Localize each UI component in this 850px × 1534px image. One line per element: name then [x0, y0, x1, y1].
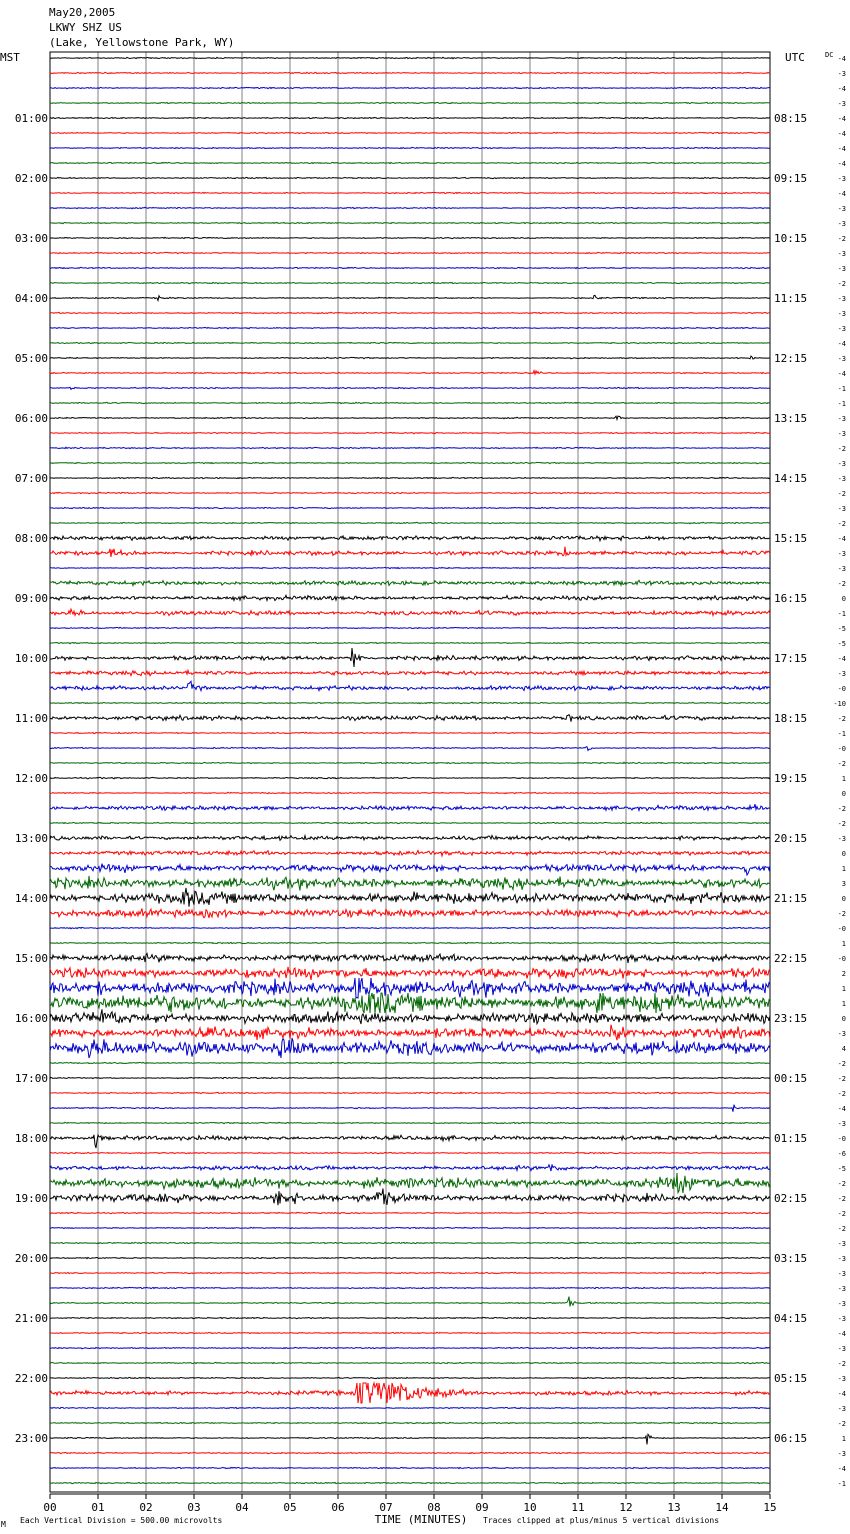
trace-row-59	[50, 942, 770, 943]
mst-label-2: 02:00	[14, 172, 48, 185]
seismic-traces	[50, 57, 770, 1483]
dc-offset-row-77: -2	[837, 1210, 846, 1218]
trace-row-88	[50, 1377, 770, 1378]
utc-label-9: 16:15	[774, 592, 808, 605]
mst-label-9: 09:00	[14, 592, 48, 605]
trace-row-28	[50, 477, 770, 478]
utc-label-20: 03:15	[774, 1252, 808, 1265]
x-tick-label-09: 09	[475, 1501, 489, 1514]
utc-label-5: 12:15	[774, 352, 808, 365]
trace-row-63	[50, 993, 770, 1013]
utc-label-11: 18:15	[774, 712, 808, 725]
dc-offset-row-38: -5	[837, 625, 846, 633]
dc-offset-row-44: -2	[837, 715, 846, 723]
x-tick-label-00: 00	[43, 1501, 57, 1514]
dc-offset-row-68: -2	[837, 1075, 846, 1083]
dc-offset-row-53: 0	[841, 850, 846, 858]
dc-offset-row-61: 2	[841, 970, 846, 978]
trace-row-42	[50, 681, 770, 690]
trace-row-31	[50, 522, 770, 524]
mst-hour-labels	[15, 112, 48, 1445]
dc-offset-row-81: -3	[837, 1270, 846, 1278]
trace-row-44	[50, 715, 770, 722]
trace-row-82	[50, 1287, 770, 1288]
dc-offset-row-83: -3	[837, 1300, 846, 1308]
dc-offset-row-30: -3	[837, 505, 846, 513]
trace-row-13	[50, 252, 770, 254]
trace-row-51	[50, 822, 770, 824]
dc-offset-row-56: 0	[841, 895, 846, 903]
utc-label-15: 22:15	[774, 952, 808, 965]
trace-row-78	[50, 1227, 770, 1229]
dc-offset-row-50: -2	[837, 805, 846, 813]
plot-date: May20,2005	[49, 6, 116, 19]
dc-offset-row-84: -3	[837, 1315, 846, 1323]
dc-offset-row-12: -2	[837, 235, 846, 243]
dc-offset-row-94: -4	[837, 1465, 846, 1473]
dc-offset-row-43: -10	[833, 700, 846, 708]
dc-offset-row-85: -4	[837, 1330, 846, 1338]
dc-offset-row-47: -2	[837, 760, 846, 768]
dc-offset-row-48: 1	[841, 775, 846, 783]
dc-offset-row-41: -3	[837, 670, 846, 678]
dc-offset-row-89: -4	[837, 1390, 846, 1398]
utc-label-4: 11:15	[774, 292, 808, 305]
utc-label-3: 10:15	[774, 232, 808, 245]
utc-label-10: 17:15	[774, 652, 808, 665]
plot-station: LKWY SHZ US	[49, 21, 122, 34]
x-tick-label-15: 15	[763, 1501, 777, 1514]
mst-label-6: 06:00	[14, 412, 48, 425]
dc-offset-row-17: -3	[837, 310, 846, 318]
trace-row-3	[50, 102, 770, 103]
utc-label-19: 02:15	[774, 1192, 808, 1205]
dc-offset-row-36: 0	[841, 595, 846, 603]
trace-row-86	[50, 1347, 770, 1349]
trace-row-8	[50, 177, 770, 178]
utc-label-14: 21:15	[774, 892, 808, 905]
trace-row-87	[50, 1362, 770, 1364]
dc-offset-row-21: -4	[837, 370, 846, 378]
mst-label-20: 20:00	[14, 1252, 48, 1265]
trace-row-38	[50, 627, 770, 628]
trace-row-43	[50, 702, 770, 704]
corner-mark: M	[1, 1520, 6, 1529]
utc-label-22: 05:15	[774, 1372, 808, 1385]
trace-row-80	[50, 1257, 770, 1259]
dc-offset-row-88: -3	[837, 1375, 846, 1383]
trace-row-36	[50, 595, 770, 600]
x-tick-label-01: 01	[91, 1501, 105, 1514]
dc-offset-row-75: -2	[837, 1180, 846, 1188]
trace-row-48	[50, 777, 770, 779]
dc-offset-row-92: 1	[841, 1435, 846, 1443]
utc-label-16: 23:15	[774, 1012, 808, 1025]
trace-row-79	[50, 1242, 770, 1244]
dc-offset-row-42: -0	[837, 685, 846, 693]
dc-offset-row-82: -3	[837, 1285, 846, 1293]
utc-label-17: 00:15	[774, 1072, 808, 1085]
trace-row-47	[50, 762, 770, 764]
trace-row-83	[50, 1297, 770, 1307]
mst-label-17: 17:00	[14, 1072, 48, 1085]
dc-offset-row-19: -4	[837, 340, 846, 348]
dc-offset-row-59: 1	[841, 940, 846, 948]
trace-row-77	[50, 1212, 770, 1213]
mst-label-7: 07:00	[14, 472, 48, 485]
dc-offset-row-32: -4	[837, 535, 846, 543]
dc-offset-row-52: -3	[837, 835, 846, 843]
mst-label-4: 04:00	[14, 292, 48, 305]
trace-row-18	[50, 327, 770, 328]
x-tick-label-13: 13	[667, 1501, 681, 1514]
trace-row-21	[50, 371, 770, 375]
trace-row-53	[50, 851, 770, 856]
x-tick-label-10: 10	[523, 1501, 537, 1514]
dc-offset-row-1: -3	[837, 70, 846, 78]
trace-row-46	[50, 747, 770, 751]
trace-row-12	[50, 237, 770, 238]
dc-offset-row-95: -1	[837, 1480, 846, 1488]
trace-row-57	[50, 908, 770, 918]
mst-label-16: 16:00	[14, 1012, 48, 1025]
trace-row-75	[50, 1173, 770, 1193]
x-axis-title: TIME (MINUTES)	[374, 1513, 468, 1526]
x-tick-label-02: 02	[139, 1501, 153, 1514]
trace-row-23	[50, 402, 770, 403]
scale-note: Each Vertical Division = 500.00 microvolts	[20, 1516, 223, 1525]
dc-offset-row-55: 3	[841, 880, 846, 888]
utc-label-2: 09:15	[774, 172, 808, 185]
dc-offset-row-0: -4	[837, 55, 846, 63]
trace-row-33	[50, 547, 770, 557]
trace-row-71	[50, 1122, 770, 1124]
utc-label-8: 15:15	[774, 532, 808, 545]
trace-row-50	[50, 804, 770, 810]
dc-offset-labels	[833, 55, 846, 1488]
plot-location: (Lake, Yellowstone Park, WY)	[49, 36, 235, 49]
dc-offset-row-13: -3	[837, 250, 846, 258]
trace-row-40	[50, 648, 770, 667]
dc-header-label: DC	[825, 51, 834, 59]
trace-row-91	[50, 1422, 770, 1423]
trace-row-30	[50, 507, 770, 508]
trace-row-26	[50, 447, 770, 449]
dc-offset-row-33: -3	[837, 550, 846, 558]
dc-offset-row-46: -0	[837, 745, 846, 753]
mst-label-19: 19:00	[14, 1192, 48, 1205]
dc-offset-row-34: -3	[837, 565, 846, 573]
dc-offset-row-63: 1	[841, 1000, 846, 1008]
dc-offset-row-71: -3	[837, 1120, 846, 1128]
dc-offset-row-31: -2	[837, 520, 846, 528]
mst-label-12: 12:00	[14, 772, 48, 785]
dc-offset-row-78: -2	[837, 1225, 846, 1233]
utc-label-18: 01:15	[774, 1132, 808, 1145]
dc-offset-row-2: -4	[837, 85, 846, 93]
trace-row-60	[50, 954, 770, 964]
mst-label-13: 13:00	[14, 832, 48, 845]
utc-label-21: 04:15	[774, 1312, 808, 1325]
dc-offset-row-26: -2	[837, 445, 846, 453]
trace-row-37	[50, 609, 770, 615]
dc-offset-row-18: -3	[837, 325, 846, 333]
trace-row-17	[50, 312, 770, 314]
trace-row-6	[50, 147, 770, 149]
trace-row-19	[50, 342, 770, 343]
mst-label-23: 23:00	[14, 1432, 48, 1445]
dc-offset-row-39: -5	[837, 640, 846, 648]
trace-row-54	[50, 864, 770, 875]
utc-label-13: 20:15	[774, 832, 808, 845]
trace-row-32	[50, 536, 770, 541]
dc-offset-row-27: -3	[837, 460, 846, 468]
dc-offset-row-70: -4	[837, 1105, 846, 1113]
clip-note: Traces clipped at plus/minus 5 vertical divisions	[483, 1516, 720, 1525]
utc-label-7: 14:15	[774, 472, 808, 485]
left-timezone-label: MST	[0, 51, 20, 64]
dc-offset-row-11: -3	[837, 220, 846, 228]
trace-row-14	[50, 267, 770, 268]
x-tick-label-14: 14	[715, 1501, 729, 1514]
mst-label-5: 05:00	[14, 352, 48, 365]
trace-row-67	[50, 1062, 770, 1063]
dc-offset-row-49: 0	[841, 790, 846, 798]
dc-offset-row-15: -2	[837, 280, 846, 288]
dc-offset-row-60: -0	[837, 955, 846, 963]
trace-row-2	[50, 87, 770, 89]
trace-row-84	[50, 1317, 770, 1318]
trace-row-73	[50, 1152, 770, 1154]
utc-label-1: 08:15	[774, 112, 808, 125]
dc-offset-row-40: -4	[837, 655, 846, 663]
trace-row-34	[50, 567, 770, 568]
dc-offset-row-66: 4	[841, 1045, 846, 1053]
dc-offset-row-6: -4	[837, 145, 846, 153]
dc-offset-row-23: -1	[837, 400, 846, 408]
dc-offset-row-54: 1	[841, 865, 846, 873]
trace-row-25	[50, 432, 770, 433]
dc-offset-row-73: -6	[837, 1150, 846, 1158]
trace-row-72	[50, 1135, 770, 1148]
dc-offset-row-25: -3	[837, 430, 846, 438]
x-tick-label-03: 03	[187, 1501, 201, 1514]
dc-offset-row-3: -3	[837, 100, 846, 108]
dc-offset-row-29: -2	[837, 490, 846, 498]
mst-label-14: 14:00	[14, 892, 48, 905]
x-tick-label-04: 04	[235, 1501, 249, 1514]
dc-offset-row-10: -3	[837, 205, 846, 213]
trace-row-35	[50, 580, 770, 585]
trace-row-10	[50, 207, 770, 209]
x-tick-label-08: 08	[427, 1501, 441, 1514]
trace-row-24	[50, 416, 770, 419]
trace-row-45	[50, 732, 770, 733]
dc-offset-row-51: -2	[837, 820, 846, 828]
mst-label-18: 18:00	[14, 1132, 48, 1145]
dc-offset-row-69: -2	[837, 1090, 846, 1098]
x-tick-label-05: 05	[283, 1501, 297, 1514]
dc-offset-row-7: -4	[837, 160, 846, 168]
utc-label-12: 19:15	[774, 772, 808, 785]
dc-offset-row-74: -5	[837, 1165, 846, 1173]
trace-row-55	[50, 876, 770, 891]
x-tick-label-12: 12	[619, 1501, 633, 1514]
trace-row-69	[50, 1092, 770, 1094]
trace-row-11	[50, 222, 770, 223]
trace-row-92	[50, 1434, 770, 1444]
trace-row-95	[50, 1482, 770, 1483]
trace-row-58	[50, 927, 770, 929]
utc-label-6: 13:15	[774, 412, 808, 425]
dc-offset-row-37: -1	[837, 610, 846, 618]
right-timezone-label: UTC	[785, 51, 805, 64]
dc-offset-row-22: -1	[837, 385, 846, 393]
trace-row-89	[50, 1383, 770, 1403]
dc-offset-row-65: -3	[837, 1030, 846, 1038]
trace-row-29	[50, 492, 770, 494]
dc-offset-row-72: -0	[837, 1135, 846, 1143]
dc-offset-row-8: -3	[837, 175, 846, 183]
trace-row-85	[50, 1332, 770, 1334]
trace-row-52	[50, 836, 770, 841]
dc-offset-row-76: -2	[837, 1195, 846, 1203]
dc-offset-row-57: -2	[837, 910, 846, 918]
trace-row-66	[50, 1038, 770, 1058]
trace-row-68	[50, 1077, 770, 1079]
x-tick-label-06: 06	[331, 1501, 345, 1514]
trace-row-4	[50, 117, 770, 118]
dc-offset-row-5: -4	[837, 130, 846, 138]
trace-row-74	[50, 1164, 770, 1171]
mst-label-21: 21:00	[14, 1312, 48, 1325]
dc-offset-row-16: -3	[837, 295, 846, 303]
dc-offset-row-62: 1	[841, 985, 846, 993]
mst-label-22: 22:00	[14, 1372, 48, 1385]
mst-label-8: 08:00	[14, 532, 48, 545]
dc-offset-row-24: -3	[837, 415, 846, 423]
mst-label-10: 10:00	[14, 652, 48, 665]
trace-row-5	[50, 132, 770, 133]
dc-offset-row-87: -2	[837, 1360, 846, 1368]
dc-offset-row-9: -4	[837, 190, 846, 198]
dc-offset-row-93: -3	[837, 1450, 846, 1458]
mst-label-11: 11:00	[14, 712, 48, 725]
trace-row-22	[50, 387, 770, 389]
dc-offset-row-35: -2	[837, 580, 846, 588]
dc-offset-row-64: 0	[841, 1015, 846, 1023]
utc-hour-labels	[774, 112, 807, 1445]
trace-row-76	[50, 1189, 770, 1206]
trace-row-93	[50, 1452, 770, 1454]
trace-row-49	[50, 792, 770, 794]
trace-row-15	[50, 282, 770, 283]
mst-label-15: 15:00	[14, 952, 48, 965]
dc-offset-row-45: -1	[837, 730, 846, 738]
trace-row-64	[50, 1009, 770, 1024]
dc-offset-row-91: -2	[837, 1420, 846, 1428]
mst-label-3: 03:00	[14, 232, 48, 245]
trace-row-7	[50, 162, 770, 163]
dc-offset-row-14: -3	[837, 265, 846, 273]
trace-row-1	[50, 72, 770, 73]
trace-row-62	[50, 978, 770, 998]
dc-offset-row-67: -2	[837, 1060, 846, 1068]
trace-row-0	[50, 57, 770, 58]
mst-label-1: 01:00	[14, 112, 48, 125]
trace-row-81	[50, 1272, 770, 1273]
trace-row-39	[50, 642, 770, 643]
trace-row-94	[50, 1467, 770, 1468]
trace-row-61	[50, 967, 770, 980]
dc-offset-row-86: -3	[837, 1345, 846, 1353]
dc-offset-row-20: -3	[837, 355, 846, 363]
dc-offset-row-58: -0	[837, 925, 846, 933]
trace-row-56	[50, 888, 770, 907]
trace-row-20	[50, 356, 770, 359]
dc-offset-row-4: -4	[837, 115, 846, 123]
trace-row-16	[50, 295, 770, 300]
trace-row-27	[50, 462, 770, 464]
trace-row-90	[50, 1407, 770, 1408]
trace-row-41	[50, 670, 770, 675]
x-tick-label-07: 07	[379, 1501, 393, 1514]
dc-offset-row-28: -3	[837, 475, 846, 483]
x-tick-label-11: 11	[571, 1501, 585, 1514]
dc-offset-row-79: -3	[837, 1240, 846, 1248]
x-axis	[43, 1494, 776, 1514]
utc-label-23: 06:15	[774, 1432, 808, 1445]
trace-row-9	[50, 192, 770, 193]
dc-offset-row-80: -3	[837, 1255, 846, 1263]
trace-row-70	[50, 1105, 770, 1112]
dc-offset-row-90: -3	[837, 1405, 846, 1413]
trace-row-65	[50, 1025, 770, 1041]
